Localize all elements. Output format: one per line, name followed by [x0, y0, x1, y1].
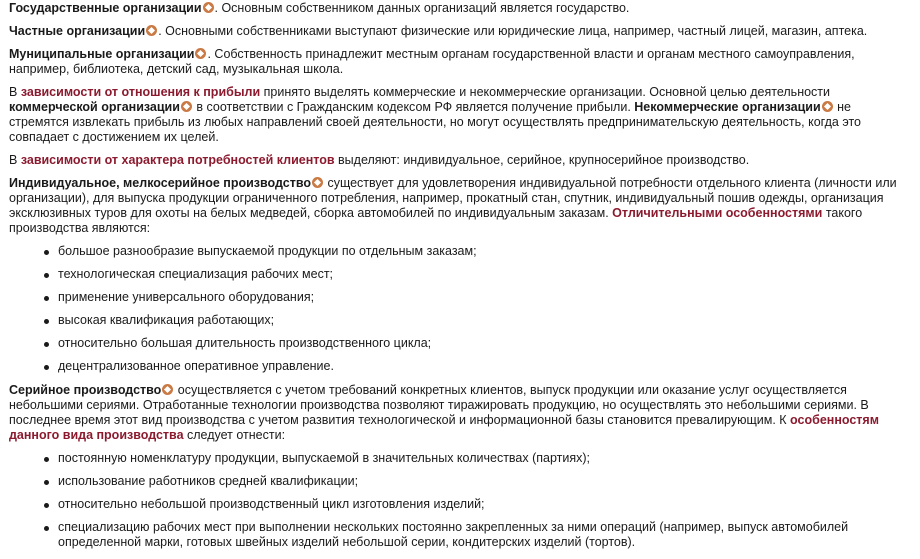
link-profit-relation[interactable]: зависимости от отношения к прибыли [20, 85, 261, 99]
list-item: высокая квалификация работающих; [9, 313, 904, 328]
term-state-orgs: Государственные организации [9, 1, 202, 15]
glossary-icon[interactable] [181, 101, 192, 112]
paragraph-text: такого производства являются: [9, 206, 863, 235]
list-individual-features [9, 244, 904, 374]
term-private-orgs: Частные организации [9, 24, 146, 38]
term-individual-production: Индивидуальное, мелкосерийное производство [9, 176, 311, 190]
paragraph-text: следует отнести: [183, 428, 286, 442]
list-item: применение универсального оборудования; [9, 290, 904, 305]
link-distinctive-features[interactable]: Отличительными особенностями [612, 206, 823, 220]
paragraph-private-orgs [9, 24, 904, 39]
list-item: технологическая специализация рабочих мест; [9, 267, 904, 282]
glossary-icon[interactable] [822, 101, 833, 112]
paragraph-text: В [9, 85, 21, 99]
list-item: децентрализованное оперативное управление. [9, 359, 904, 374]
glossary-icon[interactable] [162, 384, 173, 395]
link-client-needs[interactable]: зависимости от характера потребностей клиентов [20, 153, 335, 167]
paragraph-text: выделяют: индивидуальное, серийное, крупносерийное производство. [334, 153, 750, 167]
paragraph-text: принято выделять коммерческие и некоммерческие организации. Основной целью деятельности [260, 85, 831, 99]
article-content [9, 1, 904, 559]
glossary-icon[interactable] [146, 25, 157, 36]
paragraph-text: . Основными собственниками выступают физические или юридические лица, например, частный лицей, магазин, аптека. [158, 24, 868, 38]
paragraph-individual-production [9, 176, 904, 236]
glossary-icon[interactable] [195, 48, 206, 59]
list-item: относительно большая длительность производственного цикла; [9, 336, 904, 351]
paragraph-text: осуществляется с учетом требований конкретных клиентов, выпуск продукции или оказание услуг осуществляется небольшими сериями. Отработанные технологии производства позволяют тиражировать продукцию, но осуществлять это небольшими сериями. В последнее время этот вид производства с учетом развития технологической и информационной базы становится превалирующим. К [9, 383, 869, 427]
paragraph-text: В [9, 153, 21, 167]
list-item: относительно небольшой производственный цикл изготовления изделий; [9, 497, 904, 512]
list-item: специализацию рабочих мест при выполнении нескольких постоянно закрепленных за ними операций (например, выпуск автомобилей определенной марки, готовых швейных изделий небольшой серии, кондитерских изделий (тортов). [9, 520, 904, 550]
paragraph-text: . Основным собственником данных организаций является государство. [214, 1, 630, 15]
list-item: использование работников средней квалификации; [9, 474, 904, 489]
term-commercial-org: коммерческой организации [9, 100, 180, 114]
list-item: большое разнообразие выпускаемой продукции по отдельным заказам; [9, 244, 904, 259]
paragraph-municipal-orgs [9, 47, 904, 77]
paragraph-text: . Собственность принадлежит местным органам государственной власти и органам местного самоуправления, например, библиотека, детский сад, музыкальная школа. [9, 47, 855, 76]
list-serial-features [9, 451, 904, 550]
link-serial-features[interactable]: особенностям данного вида производства [9, 413, 879, 442]
list-item: постоянную номенклатуру продукции, выпускаемой в значительных количествах (партиях); [9, 451, 904, 466]
paragraph-client-needs [9, 153, 904, 168]
paragraph-text: существует для удовлетворения индивидуальной потребности отдельного клиента (личности или организации), для выпуска продукции ограниченного потребления, например, прокатный стан, спутник, индивидуальный пошив одежды, организация эксклюзивных туров для охоты на белых медведей, сборка автомобилей по индивидуальным заказам. [9, 176, 897, 220]
paragraph-serial-production [9, 383, 904, 443]
glossary-icon[interactable] [203, 2, 214, 13]
paragraph-text: не стремятся извлекать прибыль из любых направлений своей деятельности, но могут осуществлять предпринимательскую деятельность, когда это совпадает с достижением их целей. [9, 100, 862, 144]
paragraph-text: в соответствии с Гражданским кодексом РФ является получение прибыли. [192, 100, 635, 114]
term-serial-production: Серийное производство [9, 383, 162, 397]
glossary-icon[interactable] [312, 177, 323, 188]
paragraph-state-orgs [9, 1, 904, 16]
paragraph-profit [9, 85, 904, 145]
term-municipal-orgs: Муниципальные организации [9, 47, 195, 61]
term-noncommercial-org: Некоммерческие организации [634, 100, 821, 114]
